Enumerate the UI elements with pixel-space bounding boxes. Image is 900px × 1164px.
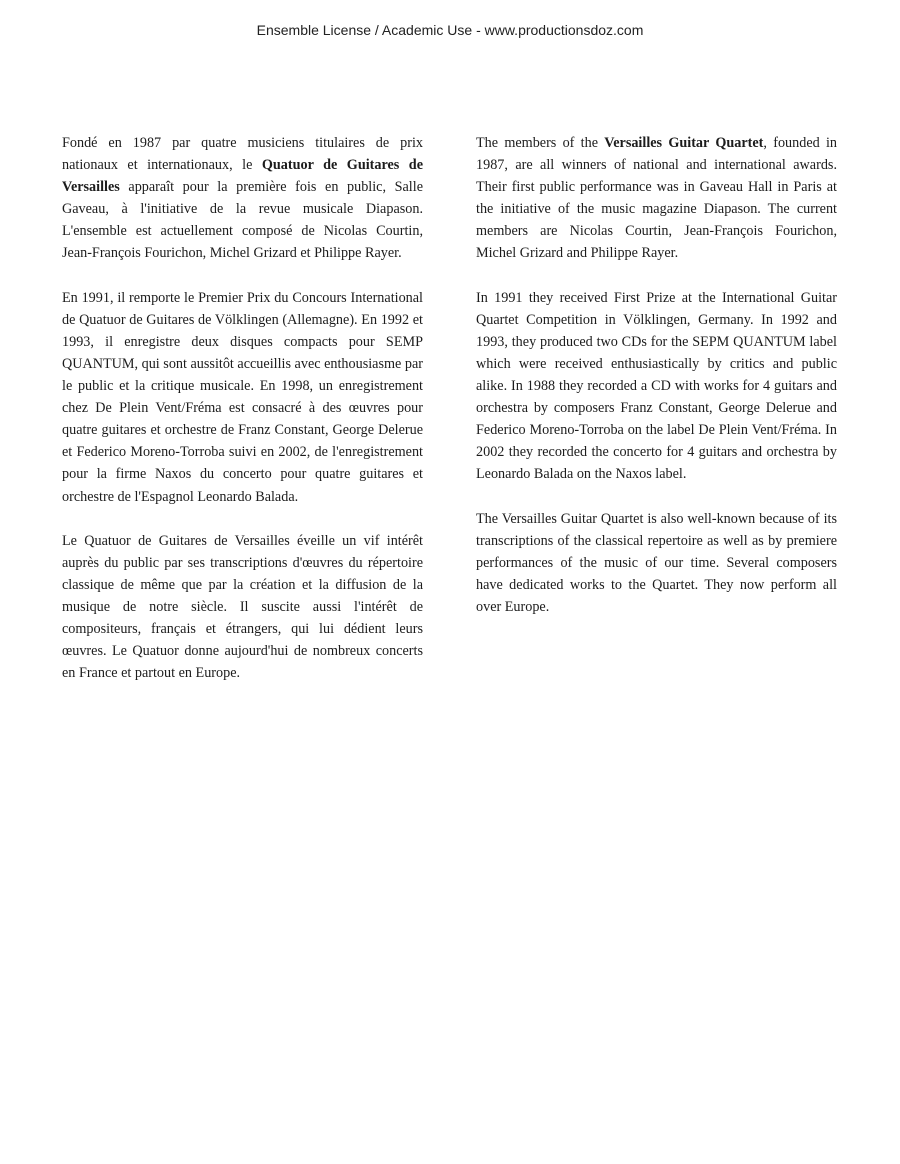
english-column xyxy=(476,132,837,640)
english-ensemble-name: Versailles Guitar Quartet xyxy=(604,135,764,151)
french-p1-intro: Fondé en 1987 par quatre musiciens titulaires de prix nationaux et internationaux, le xyxy=(62,135,423,174)
english-paragraph-3: The Versailles Guitar Quartet is also well-known because of its transcriptions of the classical repertoire as well as by premiere performances of the music of our time. Several composers have dedicated works to the Quartet. They now perform all over Europe. xyxy=(476,510,837,615)
french-paragraph-3: Le Quatuor de Guitares de Versailles éveille un vif intérêt auprès du public par ses transcriptions d'œuvres du répertoire classique de même que par la création et la diffusion de la musique de notre siècle. Il suscite aussi l'intérêt de compositeurs, français et étrangers, qui lui dédient leurs œuvres. Le Quatuor donne aujourd'hui de nombreux concerts en France et partout en Europe. xyxy=(62,532,423,682)
french-ensemble-name: Quatuor de Guitares de Versailles xyxy=(62,157,423,196)
french-column xyxy=(62,132,423,706)
english-p1-intro: The members of the xyxy=(476,135,605,151)
license-header: Ensemble License / Academic Use - www.productionsdoz.com xyxy=(256,22,644,38)
english-paragraph-1 xyxy=(476,132,837,265)
english-p1-rest: , founded in 1987, are all winners of national and international awards. Their first public performance was in Gaveau Hall in Paris at the initiative of the music magazine Diapason. The current members are Nicolas Courtin, Jean-François Fourichon, Michel Grizard and Philippe Rayer. xyxy=(476,135,838,262)
french-paragraph-1 xyxy=(62,132,423,265)
french-p1-rest: apparaît pour la première fois en public, Salle Gaveau, à l'initiative de la revue musicale Diapason. L'ensemble est actuellement composé de Nicolas Courtin, Jean-François Fourichon, Michel Grizard et Philippe Rayer. xyxy=(62,179,423,262)
english-paragraph-2: In 1991 they received First Prize at the International Guitar Quartet Competition in Völklingen, Germany. In 1992 and 1993, they produced two CDs for the SEPM QUANTUM label which were received enthusiastically by critics and public alike. In 1988 they recorded a CD with works for 4 guitars and orchestra by composers Franz Constant, George Delerue and Federico Moreno-Torroba on the label De Plein Vent/Fréma. In 2002 they recorded the concerto for 4 guitars and orchestra by Leonardo Balada on the Naxos label. xyxy=(476,289,837,483)
french-paragraph-2: En 1991, il remporte le Premier Prix du Concours International de Quatuor de Guitares de Völklingen (Allemagne). En 1992 et 1993, il enregistre deux disques compacts pour SEMP QUANTUM, qui sont aussitôt accueillis avec enthousiasme par le public et la critique musicale. En 1998, un enregistrement chez De Plein Vent/Fréma est consacré à des œuvres pour quatre guitares et orchestre de Franz Constant, George Delerue et Federico Moreno-Torroba suivi en 2002, de l'enregistrement pour la firme Naxos du concerto pour quatre guitares et orchestre de l'Espagnol Leonardo Balada. xyxy=(62,289,423,505)
